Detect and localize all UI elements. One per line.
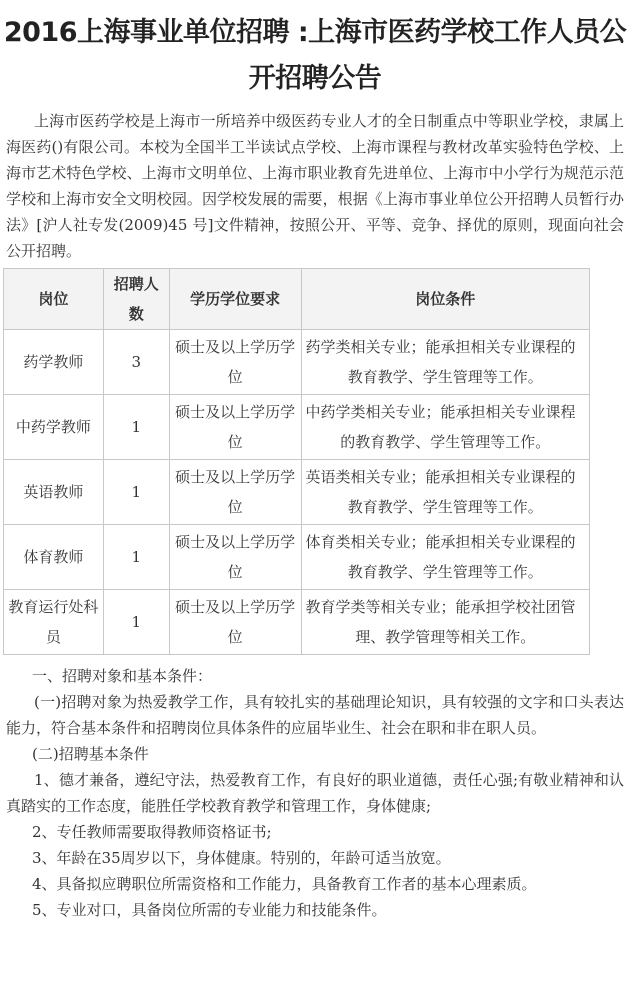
cell-count: 1 (103, 525, 169, 590)
condition-item-1: 1、德才兼备，遵纪守法，热爱教育工作，有良好的职业道德，责任心强;有敬业精神和认真踏实的工作态度，能胜任学校教育教学和管理工作，身体健康; (6, 771, 624, 815)
cell-count: 1 (103, 590, 169, 655)
conditions-line-2: 教育教学、学生管理等工作。 (347, 563, 543, 581)
cell-count: 3 (103, 330, 169, 395)
condition-item-5: 5、专业对口，具备岗位所需的专业能力和技能条件。 (32, 901, 387, 919)
conditions-line-2: 的教育教学、学生管理等工作。 (340, 433, 551, 451)
condition-item-3: 3、年龄在35周岁以下，身体健康。特别的，年龄可适当放宽。 (32, 849, 451, 867)
cell-education: 硕士及以上学历学位 (169, 525, 301, 590)
recruitment-table (3, 268, 590, 655)
cell-conditions (301, 460, 590, 525)
header-post: 岗位 (4, 269, 104, 330)
cell-conditions (301, 395, 590, 460)
cell-education: 硕士及以上学历学位 (169, 460, 301, 525)
section-heading-2: (二)招聘基本条件 (32, 745, 149, 763)
table-row (4, 330, 590, 395)
page-title: 2016上海事业单位招聘 :上海市医药学校工作人员公开招聘公告 (3, 17, 627, 94)
cell-conditions (301, 525, 590, 590)
table-row (4, 525, 590, 590)
table-header-row (4, 269, 590, 330)
cell-post: 教育运行处科员 (4, 590, 104, 655)
conditions-line-1: 中药学类相关专业；能承担相关专业课程 (305, 403, 576, 421)
conditions-line-1: 药学类相关专业；能承担相关专业课程的 (305, 338, 576, 356)
header-education: 学历学位要求 (169, 269, 301, 330)
condition-item-4: 4、具备拟应聘职位所需资格和工作能力，具备教育工作者的基本心理素质。 (32, 875, 537, 893)
cell-post: 英语教师 (4, 460, 104, 525)
header-conditions: 岗位条件 (301, 269, 590, 330)
cell-post: 体育教师 (4, 525, 104, 590)
conditions-line-1: 教育学类等相关专业；能承担学校社团管 (305, 598, 576, 616)
cell-post: 中药学教师 (4, 395, 104, 460)
cell-education: 硕士及以上学历学位 (169, 395, 301, 460)
cell-post: 药学教师 (4, 330, 104, 395)
cell-conditions (301, 330, 590, 395)
cell-education: 硕士及以上学历学位 (169, 330, 301, 395)
conditions-line-2: 理、教学管理等相关工作。 (355, 628, 536, 646)
intro-paragraph: 上海市医药学校是上海市一所培养中级医药专业人才的全日制重点中等职业学校，隶属上海医药()有限公司。本校为全国半工半读试点学校、上海市课程与教材改革实验特色学校、上海市艺术特色学校、上海市文明单位、上海市职业教育先进单位、上海市中小学行为规范示范学校和上海市安全文明校园。因学校发展的需要，根据《上海市事业单位公开招聘人员暂行办法》[沪人社专发(2009)45 号]文件精神，按照公开、平等、竞争、择优的原则，现面向社会公开招聘。 (6, 112, 624, 260)
header-count: 招聘人数 (103, 269, 169, 330)
conditions-line-1: 体育类相关专业；能承担相关专业课程的 (305, 533, 576, 551)
cell-conditions (301, 590, 590, 655)
section-paragraph-1: (一)招聘对象为热爱教学工作，具有较扎实的基础理论知识，具有较强的文字和口头表达能力，符合基本条件和招聘岗位具体条件的应届毕业生、社会在职和非在职人员。 (6, 693, 624, 737)
cell-education: 硕士及以上学历学位 (169, 590, 301, 655)
table-row (4, 395, 590, 460)
conditions-line-2: 教育教学、学生管理等工作。 (347, 368, 543, 386)
table-row (4, 590, 590, 655)
cell-count: 1 (103, 460, 169, 525)
cell-count: 1 (103, 395, 169, 460)
conditions-line-1: 英语类相关专业；能承担相关专业课程的 (305, 468, 576, 486)
section-heading-1: 一、招聘对象和基本条件： (32, 667, 213, 685)
table-row (4, 460, 590, 525)
condition-item-2: 2、专任教师需要取得教师资格证书; (32, 823, 272, 841)
conditions-line-2: 教育教学、学生管理等工作。 (347, 498, 543, 516)
